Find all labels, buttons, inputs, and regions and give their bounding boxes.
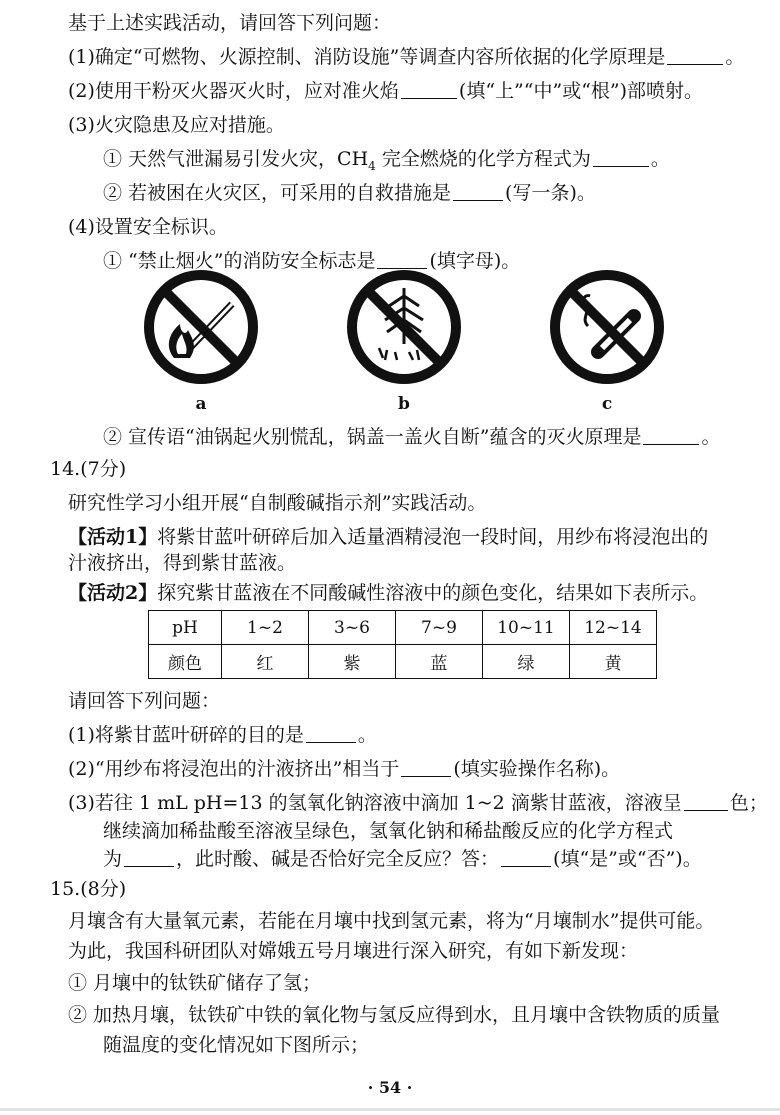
sign-label-c: c [601, 394, 613, 414]
q14-part3-line3-start: 为 [103, 848, 123, 870]
sign-label-b: b [398, 394, 410, 414]
q13-part4-2-end: 。 [701, 426, 721, 448]
q14-part2 [68, 756, 620, 782]
q14-activity1 [68, 524, 708, 550]
answer-blank[interactable] [501, 848, 551, 867]
answer-blank[interactable] [667, 46, 723, 65]
table-cell: 红 [222, 645, 309, 679]
safety-signs [140, 266, 680, 416]
q14-intro: 研究性学习小组开展“自制酸碱指示剂”实践活动。 [68, 492, 487, 514]
table-cell: 蓝 [396, 645, 483, 679]
table-row [149, 611, 657, 645]
q14-activity1-cont: 汁液挤出，得到紫甘蓝液。 [68, 552, 297, 574]
q13-part3-1-text: ① 天然气泄漏易引发火灾，CH [103, 148, 369, 170]
q15-intro-1: 月壤含有大量氧元素，若能在月壤中找到氢元素，将为“月壤制水”提供可能。 [68, 910, 715, 932]
sign-label-a: a [195, 394, 207, 414]
q13-part3-2 [103, 180, 596, 206]
q13-part3-2-end: (写一条)。 [505, 182, 596, 204]
table-row [149, 645, 657, 679]
q15-finding-2-cont: 随温度的变化情况如下图所示； [103, 1034, 370, 1056]
table-cell: 7~9 [396, 611, 483, 645]
table-cell: 颜色 [149, 645, 222, 679]
q13-part1-end: 。 [725, 46, 745, 68]
answer-blank[interactable] [593, 148, 649, 167]
q13-part3-1 [103, 146, 670, 179]
activity2-tag: 【活动2】 [68, 582, 158, 604]
q13-part3: (3)火灾隐患及应对措施。 [68, 114, 285, 136]
q13-part3-1-end: 。 [650, 148, 670, 170]
activity1-text: 将紫甘蓝叶研碎后加入适量酒精浸泡一段时间，用纱布将浸泡出的 [157, 526, 709, 548]
q13-part4-1-text: ① “禁止烟火”的消防安全标志是 [103, 250, 376, 272]
no-smoking-sign-icon [546, 266, 668, 388]
table-cell: 3~6 [309, 611, 396, 645]
no-fireworks-sign-icon [343, 266, 465, 388]
q13-part3-2-text: ② 若被困在火灾区，可采用的自救措施是 [103, 182, 452, 204]
q14-part1 [68, 722, 377, 748]
table-cell: 黄 [570, 645, 657, 679]
answer-blank[interactable] [401, 80, 457, 99]
q14-ask: 请回答下列问题： [68, 690, 221, 712]
q15-finding-1: ① 月壤中的钛铁矿储存了氢； [68, 972, 322, 994]
table-cell: pH [149, 611, 222, 645]
q13-part3-1-mid: 完全燃烧的化学方程式为 [375, 148, 591, 170]
ch4-subscript: 4 [368, 158, 376, 173]
q14-part3-line2: 继续滴加稀盐酸至溶液呈绿色，氢氧化钠和稀盐酸反应的化学方程式 [103, 820, 674, 842]
q14-activity2 [68, 580, 708, 606]
q15-intro-2: 为此，我国科研团队对嫦娥五号月壤进行深入研究，有如下新发现： [68, 940, 639, 962]
q14-part2-text: (2)“用纱布将浸泡出的汁液挤出”相当于 [68, 758, 400, 780]
q14-part3-text: (3)若往 1 mL pH=13 的氢氧化钠溶液中滴加 1~2 滴紫甘蓝液，溶液呈 [68, 792, 682, 814]
activity1-tag: 【活动1】 [68, 526, 158, 548]
table-cell: 10~11 [483, 611, 570, 645]
q13-part1 [68, 44, 744, 70]
table-cell: 绿 [483, 645, 570, 679]
q13-intro: 基于上述实践活动，请回答下列问题： [68, 12, 392, 34]
q13-part2-end: (填“上”“中”或“根”)部喷射。 [458, 80, 704, 102]
bottom-divider [0, 1108, 780, 1111]
q13-part4-2-text: ② 宣传语“油锅起火别慌乱，锅盖一盖火自断”蕴含的灭火原理是 [103, 426, 642, 448]
q14-part1-end: 。 [357, 724, 377, 746]
answer-blank[interactable] [643, 426, 699, 445]
table-cell: 紫 [309, 645, 396, 679]
no-open-flame-sign-icon [140, 266, 262, 388]
page-number: · 54 · [367, 1078, 413, 1097]
q14-part1-text: (1)将紫甘蓝叶研碎的目的是 [68, 724, 304, 746]
q13-part4-1-end: (填字母)。 [429, 250, 521, 272]
q13-part4-2 [103, 424, 720, 450]
table-cell: 12~14 [570, 611, 657, 645]
ph-color-table [148, 610, 657, 679]
q15-header: 15.(8分) [50, 878, 127, 900]
q13-part2 [68, 78, 703, 104]
activity2-text: 探究紫甘蓝液在不同酸碱性溶液中的颜色变化，结果如下表所示。 [157, 582, 709, 604]
q15-finding-2: ② 加热月壤，钛铁矿中铁的氧化物与氢反应得到水，且月壤中含铁物质的质量 [68, 1004, 721, 1026]
q14-part3 [68, 790, 768, 816]
answer-blank[interactable] [306, 724, 356, 743]
q14-part3-end: 色； [729, 792, 768, 814]
q13-part2-text: (2)使用干粉灭火器灭火时，应对准火焰 [68, 80, 399, 102]
table-cell: 1~2 [222, 611, 309, 645]
q14-part3-line3 [103, 846, 702, 872]
answer-blank[interactable] [124, 848, 174, 867]
answer-blank[interactable] [684, 792, 728, 811]
q13-part4: (4)设置安全标识。 [68, 216, 228, 238]
q14-part2-end: (填实验操作名称)。 [453, 758, 621, 780]
answer-blank[interactable] [401, 758, 451, 777]
q14-part3-line3-end: (填“是”或“否”)。 [553, 848, 702, 870]
q14-part3-line3-mid: ，此时酸、碱是否恰好完全反应？答： [176, 848, 500, 870]
q14-header: 14.(7分) [50, 458, 127, 480]
q13-part1-text: (1)确定“可燃物、火源控制、消防设施”等调查内容所依据的化学原理是 [68, 46, 666, 68]
answer-blank[interactable] [453, 182, 503, 201]
